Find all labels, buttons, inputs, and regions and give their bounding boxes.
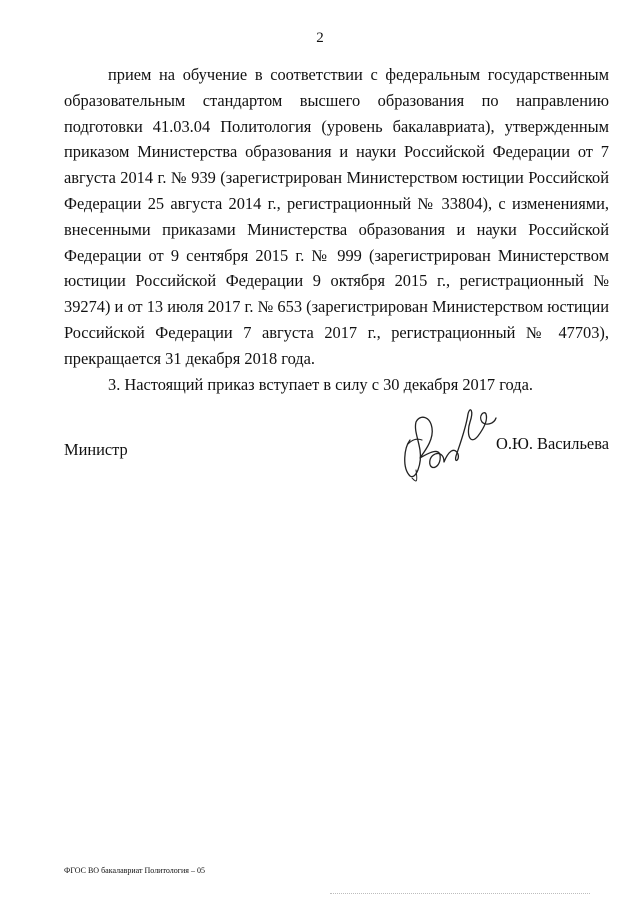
paragraph-admission-termination: прием на обучение в соответствии с федеральным государственным образовательным стандартом высшего образования по направлению подготовки 41.03.04 Политология (уровень бакалавриата), утвержденным приказом Министерства образования и науки Российской Федерации от 7 августа 2014 г. № 939 (зарегистрирован Министерством юстиции Российской Федерации 25 августа 2014 г., регистрационный № 33804), с изменениями, внесенными приказами Министерства образования и науки Российской Федерации от 9 сентября 2015 г. № 999 (зарегистрирован Министерством юстиции Российской Федерации 9 октября 2015 г., регистрационный № 39274) и от 13 июля 2017 г. № 653 (зарегистрирован Министерством юстиции Российской Федерации 7 августа 2017 г., регистрационный № 47703), прекращается 31 декабря 2018 года.: [64, 65, 609, 368]
signer-name: О.Ю. Васильева: [496, 434, 609, 453]
page-number: 2: [316, 30, 324, 46]
paragraph-effective-date: 3. Настоящий приказ вступает в силу с 30 декабря 2017 года.: [108, 374, 533, 394]
scan-edge-marks: [330, 893, 590, 900]
signature-block: [64, 400, 609, 490]
handwritten-signature: [400, 400, 500, 484]
footer-document-code: ФГОС ВО бакалавриат Политология – 05: [64, 866, 205, 875]
signer-title: Министр: [64, 440, 128, 459]
document-body: [64, 62, 609, 397]
